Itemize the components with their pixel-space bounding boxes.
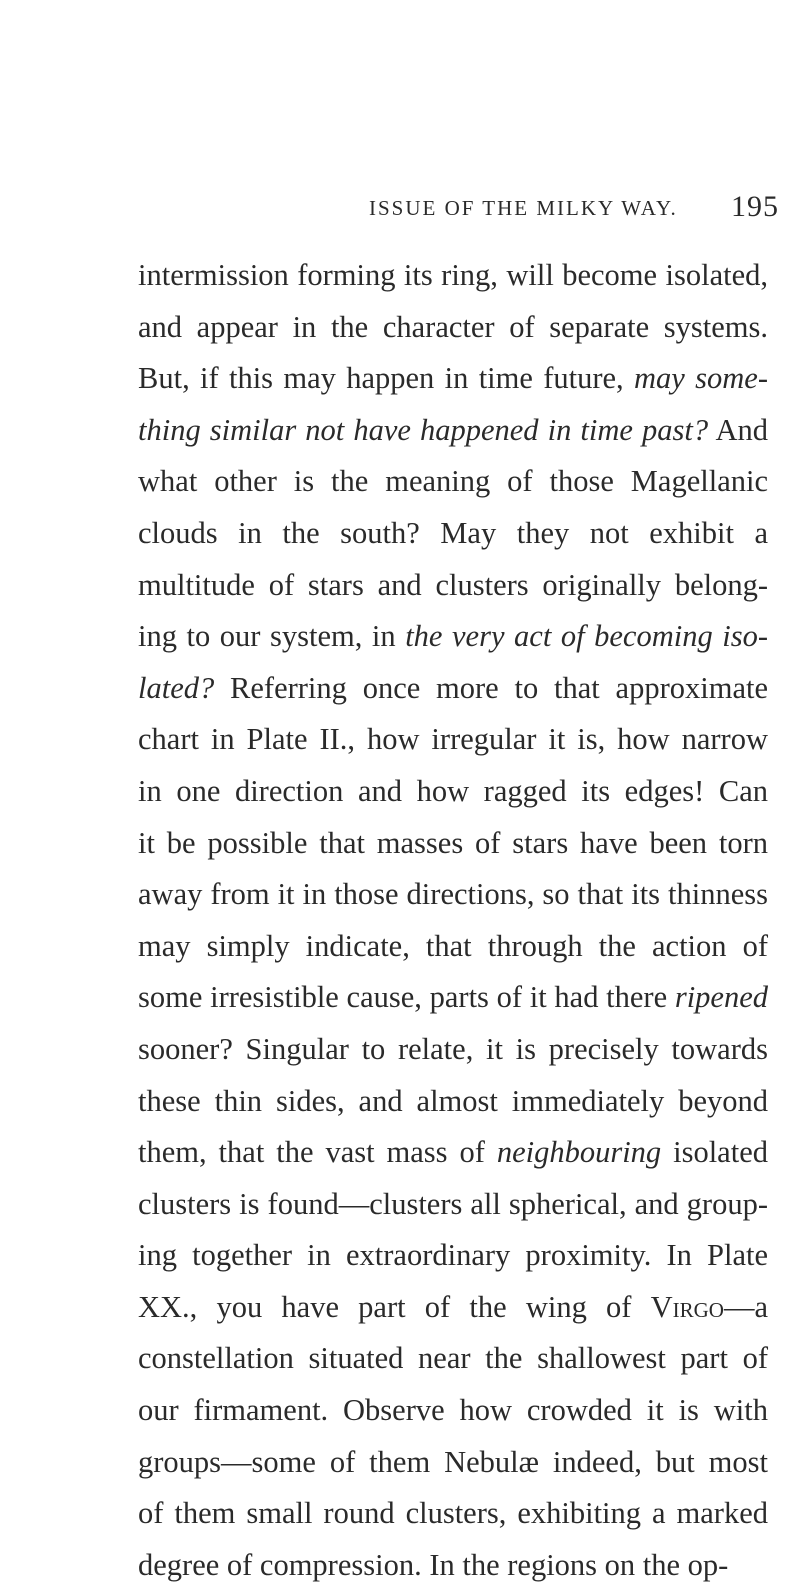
text-segment: and appear in the character of separate systems. xyxy=(138,309,768,344)
running-head-title: ISSUE OF THE MILKY WAY. xyxy=(369,196,678,220)
text-line xyxy=(138,818,768,870)
text-segment: may simply indicate, that through the action of xyxy=(138,928,768,963)
italic-text: may some- xyxy=(634,361,769,396)
text-segment: Referring once more to that approximate xyxy=(214,670,768,705)
body-text xyxy=(138,250,768,1591)
text-segment: it be possible that masses of stars have been torn xyxy=(138,825,768,860)
text-line xyxy=(138,766,768,818)
text-line xyxy=(138,1385,768,1437)
text-segment: —a xyxy=(723,1289,768,1324)
text-line xyxy=(138,869,768,921)
page-number: 195 xyxy=(731,190,779,223)
text-line xyxy=(138,1127,768,1179)
text-segment: intermission forming its ring, will become isolated, xyxy=(138,258,768,292)
running-head xyxy=(369,190,779,236)
text-line xyxy=(138,405,768,457)
text-line xyxy=(138,1333,768,1385)
text-segment: chart in Plate II., how irregular it is, how narrow xyxy=(138,722,768,757)
text-line xyxy=(138,1488,768,1540)
text-line xyxy=(138,456,768,508)
text-line xyxy=(138,1179,768,1231)
text-line xyxy=(138,250,768,302)
italic-text: thing similar not have happened in time past? xyxy=(138,412,709,447)
text-segment: ing together in extraordinary proximity. In Plate xyxy=(138,1238,768,1273)
text-line xyxy=(138,972,768,1024)
text-segment: And xyxy=(708,412,768,447)
text-line xyxy=(138,1282,768,1334)
text-segment: these thin sides, and almost immediately beyond xyxy=(138,1083,768,1118)
text-line xyxy=(138,921,768,973)
text-segment: what other is the meaning of those Magellanic xyxy=(138,464,768,499)
text-line xyxy=(138,663,768,715)
text-line xyxy=(138,1540,768,1591)
italic-text: the very act of becoming iso- xyxy=(405,619,768,654)
text-segment: clusters is found—clusters all spherical, and group- xyxy=(138,1186,768,1221)
text-segment: constellation situated near the shallowest part of xyxy=(138,1341,768,1376)
text-line xyxy=(138,353,768,405)
text-segment: away from it in those directions, so that its thinness xyxy=(138,877,768,912)
small-caps-text: Virgo xyxy=(650,1289,724,1324)
text-segment: multitude of stars and clusters originally belong- xyxy=(138,567,768,602)
text-segment: sooner? Singular to relate, it is precisely towards xyxy=(138,1031,768,1066)
text-segment: clouds in the south? May they not exhibit a xyxy=(138,515,768,550)
text-segment: them, that the vast mass of xyxy=(138,1135,497,1170)
text-segment: of them small round clusters, exhibiting a marked xyxy=(138,1496,768,1531)
text-line xyxy=(138,302,768,354)
text-segment: XX., you have part of the wing of xyxy=(138,1289,651,1324)
text-segment: our firmament. Observe how crowded it is with xyxy=(138,1393,768,1428)
text-line xyxy=(138,1024,768,1076)
text-segment: degree of compression. In the regions on the op- xyxy=(138,1547,729,1582)
text-segment: ing to our system, in xyxy=(138,619,406,654)
text-line xyxy=(138,1437,768,1489)
text-line xyxy=(138,1230,768,1282)
text-line xyxy=(138,611,768,663)
text-segment: isolated xyxy=(661,1135,768,1170)
text-line xyxy=(138,714,768,766)
text-line xyxy=(138,560,768,612)
italic-text: lated? xyxy=(138,670,215,705)
text-segment: But, if this may happen in time future, xyxy=(138,361,635,396)
text-segment: groups—some of them Nebulæ indeed, but most xyxy=(138,1444,768,1479)
text-line xyxy=(138,508,768,560)
text-line xyxy=(138,1076,768,1128)
italic-text: neighbouring xyxy=(496,1135,662,1170)
text-segment: in one direction and how ragged its edges! Can xyxy=(138,773,768,808)
text-segment: some irresistible cause, parts of it had there xyxy=(138,980,675,1015)
italic-text: ripened xyxy=(674,980,768,1015)
